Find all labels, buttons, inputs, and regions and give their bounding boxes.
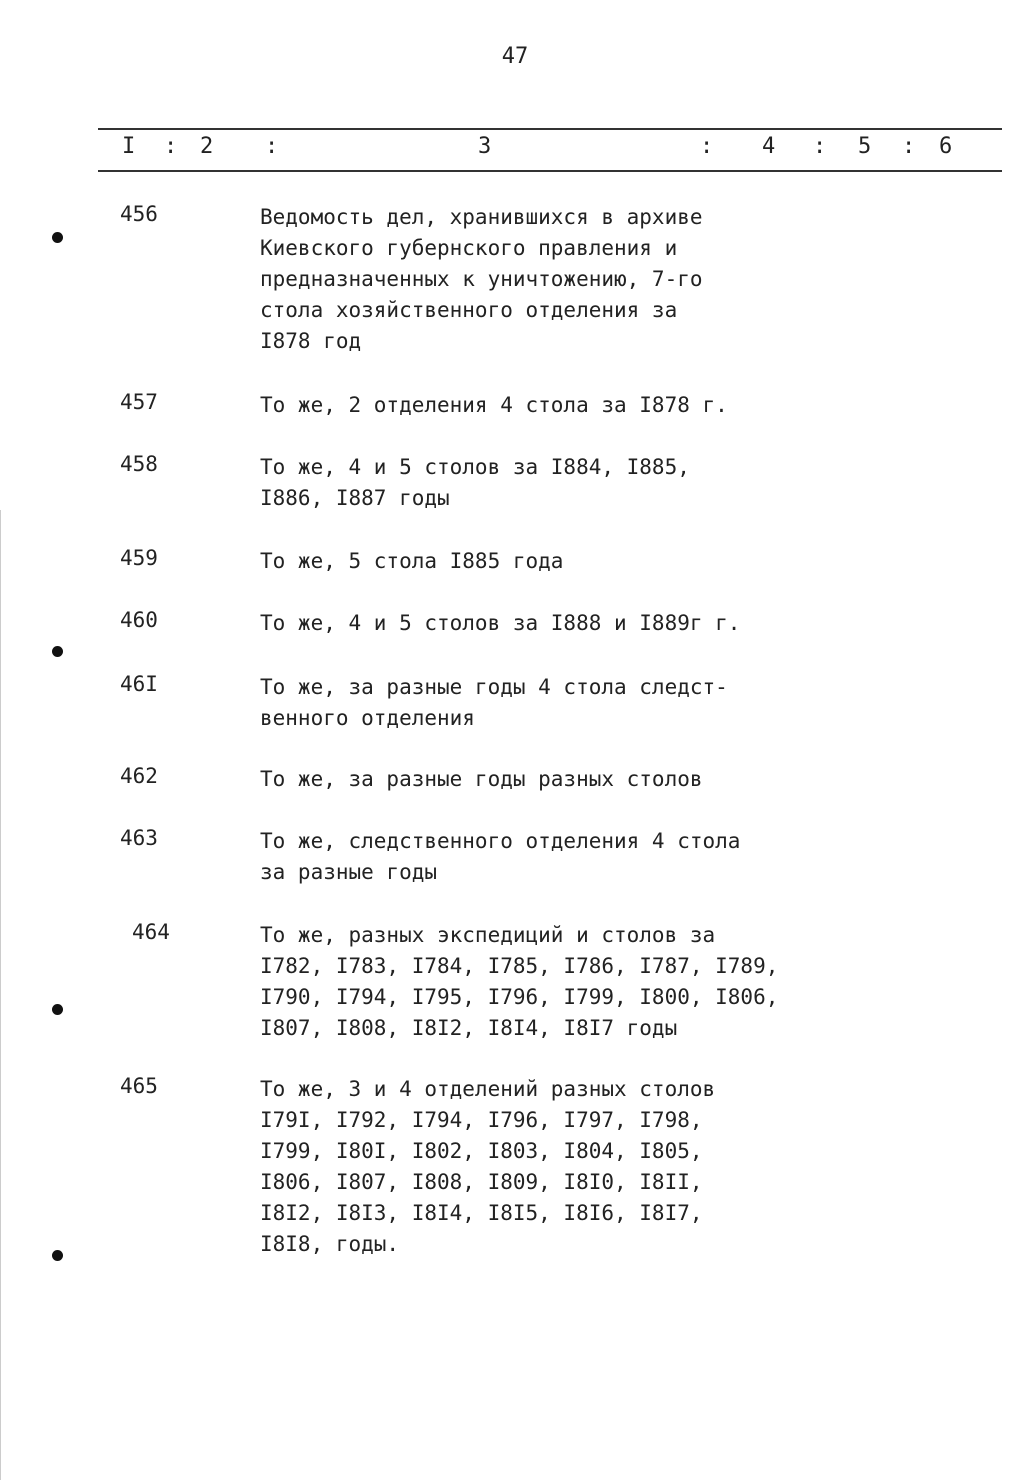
entry-number: 464 <box>132 920 170 944</box>
entry-number: 460 <box>120 608 158 632</box>
column-separator: : <box>265 134 279 159</box>
table-header-top-rule <box>98 128 1002 130</box>
punch-hole-mark <box>52 1250 63 1261</box>
column-header-6: 6 <box>939 134 953 159</box>
binding-line <box>0 510 1 1480</box>
entry-text: То же, 4 и 5 столов за I888 и I889г г. <box>260 611 741 635</box>
entry-number: 46I <box>120 672 158 696</box>
column-header-2: 2 <box>200 134 214 159</box>
entry-number: 458 <box>120 452 158 476</box>
table-header-bottom-rule <box>98 170 1002 172</box>
entry-number: 463 <box>120 826 158 850</box>
entry-text: То же, разных экспедиций и столов за I782, I783, I784, I785, I786, I787, I789, I790, I794, I795, I796, I799, I800, I806, I807, I808, I8I2, I8I4, I8I7 годы <box>260 923 779 1040</box>
column-header-4: 4 <box>762 134 776 159</box>
entry-text: То же, 5 стола I885 года <box>260 549 564 573</box>
entry-number: 456 <box>120 202 158 226</box>
entry-number: 459 <box>120 546 158 570</box>
column-separator: : <box>164 134 178 159</box>
entry-text: То же, 3 и 4 отделений разных столов I79I, I792, I794, I796, I797, I798, I799, I80I, I802, I803, I804, I805, I806, I807, I808, I809, I8I0, I8II, I8I2, I8I3, I8I4, I8I5, I8I6, I8I7, I8I8, годы. <box>260 1077 716 1256</box>
entry-number: 457 <box>120 390 158 414</box>
column-header-1: I <box>122 134 136 159</box>
column-separator: : <box>902 134 916 159</box>
entry-text: То же, за разные годы разных столов <box>260 767 703 791</box>
entry-number: 465 <box>120 1074 158 1098</box>
column-header-5: 5 <box>858 134 872 159</box>
column-separator: : <box>813 134 827 159</box>
column-header-3: 3 <box>478 134 492 159</box>
entry-text: То же, за разные годы 4 стола следст- венного отделения <box>260 675 728 730</box>
entry-text: То же, 4 и 5 столов за I884, I885, I886, I887 годы <box>260 455 690 510</box>
column-separator: : <box>700 134 714 159</box>
entry-text: То же, следственного отделения 4 стола за разные годы <box>260 829 741 884</box>
punch-hole-mark <box>52 232 63 243</box>
entry-number: 462 <box>120 764 158 788</box>
punch-hole-mark <box>52 646 63 657</box>
punch-hole-mark <box>52 1004 63 1015</box>
entry-text: То же, 2 отделения 4 стола за I878 г. <box>260 393 728 417</box>
page-number: 47 <box>501 44 529 69</box>
entry-text: Ведомость дел, хранившихся в архиве Киевского губернского правления и предназначенных к уничтожению, 7-го стола хозяйственного отделения за I878 год <box>260 205 703 353</box>
